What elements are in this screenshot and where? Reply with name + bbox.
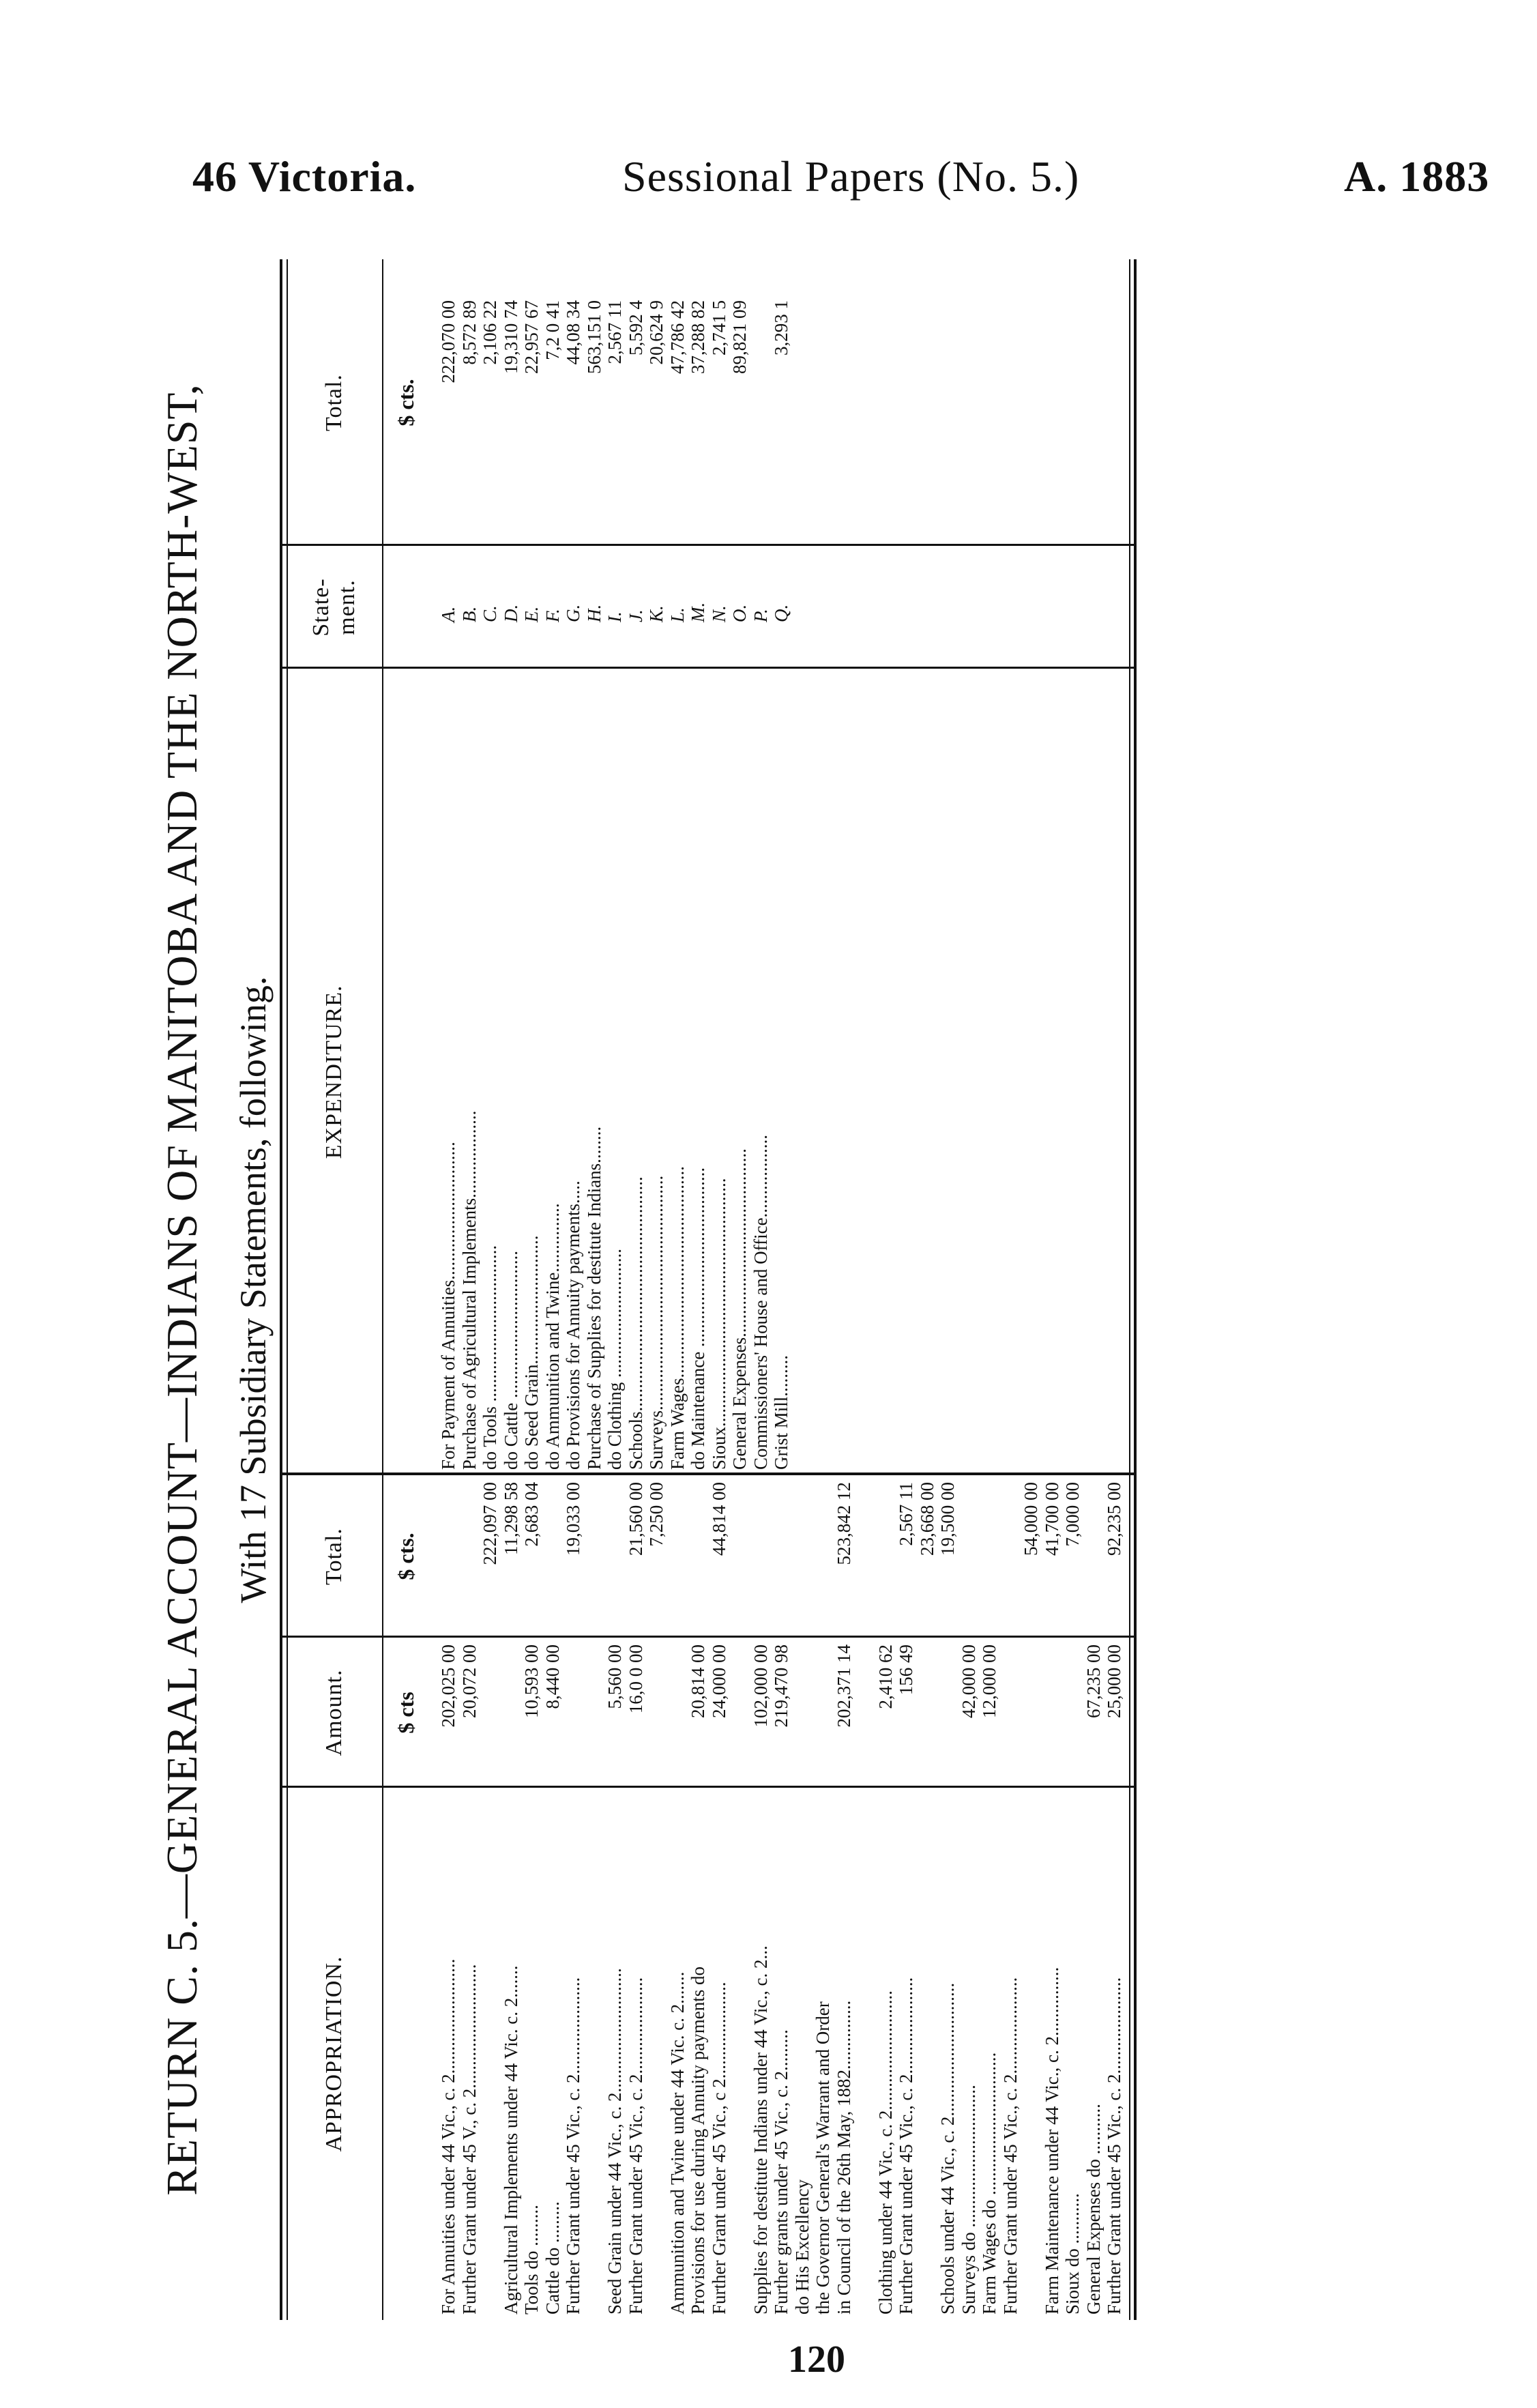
col-header-amount: Amount.	[321, 1669, 347, 1756]
appropriation-total: 44,814 00	[708, 1482, 729, 1556]
appropriation-label: Sioux do ...........	[1062, 2193, 1083, 2315]
statement-letter: P.	[750, 609, 771, 622]
appropriation-row	[709, 1475, 730, 2320]
appropriation-total: 2,567 11	[896, 1482, 916, 1546]
statement-letter: J.	[625, 609, 646, 622]
expenditure-row	[542, 259, 563, 1475]
expenditure-total: 8,572 89	[458, 300, 480, 365]
expenditure-label: do Ammunition and Twine...............	[542, 1203, 563, 1470]
appropriation-total: 92,235 00	[1104, 1482, 1124, 1556]
expenditure-row	[563, 259, 584, 1475]
statement-letter: B.	[458, 606, 480, 622]
appropriation-amount: 102,000 00	[750, 1644, 771, 1728]
appropriation-amount: 67,235 00	[1083, 1644, 1104, 1718]
appropriation-total: 23,668 00	[916, 1482, 937, 1556]
appropriation-label: Farm Wages do ...............................	[979, 2052, 999, 2315]
appropriation-total: 54,000 00	[1021, 1482, 1041, 1556]
statement-letter: N.	[708, 605, 729, 622]
expenditure-row	[750, 259, 772, 1475]
appropriation-label: Schools under 44 Vic., c. 2.............................	[937, 1982, 958, 2315]
appropriation-total: 19,033 00	[563, 1482, 583, 1556]
expenditure-row	[584, 259, 605, 1475]
expenditure-rows	[438, 259, 792, 1475]
appropriation-amount: 202,371 14	[833, 1644, 854, 1728]
statement-letter: L.	[667, 607, 688, 622]
appropriation-total: 523,842 12	[833, 1482, 854, 1565]
col-header-total: Total.	[321, 1528, 347, 1585]
expenditure-total: 37,288 82	[688, 300, 708, 374]
appropriation-row	[729, 1475, 750, 2320]
appropriation-label: Supplies for destitute Indians under 44 Vic., c. 2...	[750, 1945, 771, 2315]
appropriation-row	[542, 1475, 563, 2320]
appropriation-row	[750, 1475, 772, 2320]
appropriation-row	[1062, 1475, 1083, 2320]
appropriation-row	[646, 1475, 667, 2320]
appropriation-row	[563, 1475, 584, 2320]
col-header-expenditure: EXPENDITURE.	[321, 985, 347, 1159]
appropriation-row	[1042, 1475, 1063, 2320]
appropriation-row	[813, 1475, 834, 2320]
expenditure-total: 563,151 0	[583, 300, 604, 374]
statement-letter: I.	[604, 611, 625, 622]
expenditure-total: 19,310 74	[500, 300, 521, 374]
expenditure-row	[688, 259, 709, 1475]
statement-letter: H.	[583, 604, 604, 622]
appropriation-row	[979, 1475, 1000, 2320]
appropriation-row	[604, 1475, 626, 2320]
col-header-appropriation: APPROPRIATION.	[321, 1956, 347, 2152]
appropriation-label: Further Grant under 45 Vic., c. 2.....................	[896, 1977, 916, 2315]
expenditure-row	[521, 259, 542, 1475]
appropriation-label: Provisions for use during Annuity payments do	[688, 1967, 708, 2315]
expenditure-row	[501, 259, 522, 1475]
expenditure-row	[626, 259, 647, 1475]
appropriation-row	[438, 1475, 459, 2320]
appropriation-row	[1021, 1475, 1042, 2320]
statement-letter: D.	[500, 604, 521, 622]
appropriation-total: 41,700 00	[1041, 1482, 1062, 1556]
appropriation-total: 2,683 04	[521, 1482, 542, 1547]
appropriation-label: Cattle do .........	[542, 2201, 563, 2315]
table-title: RETURN C. 5.—GENERAL ACCOUNT—INDIANS OF MANITOBA AND THE NORTH-WEST,	[158, 383, 206, 2196]
expenditure-total: 2,567 11	[604, 300, 625, 364]
expenditure-row	[646, 259, 667, 1475]
appropriation-row	[792, 1475, 813, 2320]
appropriation-amount: 5,560 00	[604, 1644, 625, 1709]
appropriation-total: 7,000 00	[1062, 1482, 1083, 1547]
expenditure-total: 47,786 42	[667, 300, 688, 374]
appropriation-row	[1000, 1475, 1021, 2320]
statement-letter: K.	[646, 605, 667, 622]
expenditure-total: 3,293 1	[771, 300, 791, 356]
expenditure-row	[604, 259, 626, 1475]
expenditure-row	[729, 259, 750, 1475]
appropriation-amount: 219,470 98	[771, 1644, 791, 1728]
expenditure-row	[709, 259, 730, 1475]
expenditure-label: Surveys...................................................	[646, 1175, 667, 1470]
appropriation-total: 21,560 00	[625, 1482, 646, 1556]
expenditure-label: General Expenses.........................................	[729, 1148, 750, 1470]
expenditure-total: 44,08 34	[563, 300, 583, 365]
appropriation-label: Further Grant under 45 V., c. 2...........................	[458, 1964, 480, 2315]
statement-letter: Q.	[771, 604, 791, 622]
expenditure-label: do Provisions for Annuity payments.....	[563, 1180, 583, 1470]
appropriation-label: Surveys do ...............................	[958, 2085, 979, 2315]
appropriation-row	[667, 1475, 688, 2320]
expenditure-label: do Clothing ............................	[604, 1248, 625, 1470]
statement-letter: C.	[480, 605, 500, 622]
appropriation-label: Further Grant under 45 Vic., c. 2.....................	[1104, 1977, 1124, 2315]
unit-total: $ cts.	[393, 1533, 418, 1580]
appropriation-label: Seed Grain under 44 Vic., c. 2...........................	[604, 1968, 625, 2315]
appropriation-label: Further Grant under 45 Vic., c 2.....................	[708, 1982, 729, 2315]
expenditure-label: Farm Wages..............................................	[667, 1165, 688, 1470]
appropriation-total: 19,500 00	[937, 1482, 958, 1556]
appropriation-row	[958, 1475, 980, 2320]
appropriation-amount: 12,000 00	[979, 1644, 999, 1718]
appropriation-amount: 10,593 00	[521, 1644, 542, 1718]
appropriation-amount: 2,410 62	[875, 1644, 896, 1709]
appropriation-row	[896, 1475, 917, 2320]
appropriation-row	[521, 1475, 542, 2320]
appropriation-label: Agricultural Implements under 44 Vic. c. 2.......	[500, 1965, 521, 2315]
expenditure-label: do Tools ..................................	[480, 1245, 500, 1470]
expenditure-total: 222,070 00	[438, 300, 458, 383]
appropriation-row	[459, 1475, 480, 2320]
expenditure-label: do Maintenance .......................................	[688, 1167, 708, 1470]
unit-total-2: $ cts.	[393, 379, 418, 426]
appropriation-row	[834, 1475, 855, 2320]
appropriation-label: Further grants under 45 Vic., c. 2.........	[771, 2029, 791, 2315]
appropriation-rows	[438, 1475, 1125, 2320]
statement-letter: A.	[438, 606, 458, 622]
appropriation-label: Ammunition and Twine under 44 Vic. c. 2.......	[667, 1971, 688, 2315]
col-header-statement: State- ment.	[308, 578, 360, 637]
appropriation-label: Tools do .........	[521, 2205, 542, 2315]
statement-letter: O.	[729, 604, 750, 622]
appropriation-label: the Governor General's Warrant and Order	[813, 2001, 833, 2315]
appropriation-amount: 202,025 00	[438, 1644, 458, 1728]
expenditure-label: Sioux......................................................	[708, 1178, 729, 1470]
expenditure-label: For Payment of Annuities..............................	[438, 1142, 458, 1470]
expenditure-label: do Cattle ................................	[500, 1251, 521, 1470]
appropriation-amount: 16,0 0 00	[625, 1644, 646, 1714]
appropriation-label: For Annuities under 44 Vic., c. 2.........................	[438, 1958, 458, 2315]
statement-letter: F.	[542, 609, 563, 622]
appropriation-label: Further Grant under 45 Vic., c. 2.....................	[563, 1977, 583, 2315]
expenditure-row	[459, 259, 480, 1475]
appropriation-row	[1083, 1475, 1104, 2320]
appropriation-row	[854, 1475, 875, 2320]
expenditure-total: 20,624 9	[646, 300, 667, 365]
header-rule	[382, 259, 383, 2320]
header-center: Sessional Papers (No. 5.)	[622, 152, 1080, 201]
top-double-rule-inner	[287, 259, 288, 2320]
appropriation-total: 11,298 58	[500, 1482, 521, 1555]
statement-letter: E.	[521, 606, 542, 622]
appropriation-label: General Expenses do ...........	[1083, 2104, 1104, 2315]
expenditure-total: 89,821 09	[729, 300, 750, 374]
expenditure-total: 2,106 22	[480, 300, 500, 365]
rotated-table-region	[157, 259, 1494, 2320]
appropriation-amount: 20,072 00	[458, 1644, 480, 1718]
appropriation-label: Further Grant under 45 Vic., c. 2.....................	[999, 1977, 1021, 2315]
header-left: 46 Victoria.	[192, 152, 417, 201]
top-double-rule	[280, 259, 282, 2320]
bottom-rule	[1129, 259, 1130, 2320]
appropriation-row	[584, 1475, 605, 2320]
bottom-double-rule	[1134, 259, 1137, 2320]
statement-letter: G.	[563, 604, 583, 622]
expenditure-label: Commissioners' House and Office..................	[750, 1134, 771, 1470]
appropriation-row	[917, 1475, 938, 2320]
unit-amount: $ cts	[393, 1692, 418, 1734]
expenditure-total: 2,741 5	[708, 300, 729, 356]
expenditure-label: do Seed Grain............................	[521, 1235, 542, 1470]
expenditure-row	[480, 259, 501, 1475]
expenditure-total: 7,2 0 41	[542, 300, 563, 360]
appropriation-label: Further Grant under 45 Vic., c. 2.....................	[625, 1977, 646, 2315]
appropriation-amount: 24,000 00	[708, 1644, 729, 1718]
appropriation-row	[937, 1475, 958, 2320]
expenditure-row	[438, 259, 459, 1475]
appropriation-row	[480, 1475, 501, 2320]
appropriation-total: 7,250 00	[646, 1482, 667, 1547]
appropriation-row	[875, 1475, 896, 2320]
appropriation-amount: 8,440 00	[542, 1644, 563, 1709]
expenditure-row	[771, 259, 792, 1475]
appropriation-label: do His Excellency	[791, 2179, 813, 2315]
expenditure-total: 22,957 67	[521, 300, 542, 374]
expenditure-label: Purchase of Agricultural Implements...................	[458, 1110, 480, 1470]
expenditure-row	[667, 259, 688, 1475]
appropriation-row	[771, 1475, 792, 2320]
appropriation-label: Clothing under 44 Vic., c. 2..........................	[875, 1990, 896, 2315]
col-header-total-2: Total.	[321, 374, 347, 431]
appropriation-row	[501, 1475, 522, 2320]
appropriation-label: in Council of the 26th May, 1882...............	[833, 2000, 854, 2315]
expenditure-label: Grist Mill.........	[771, 1354, 791, 1470]
appropriation-row	[626, 1475, 647, 2320]
appropriation-row	[688, 1475, 709, 2320]
appropriation-row	[1104, 1475, 1125, 2320]
header-right: A. 1883	[1344, 152, 1490, 201]
expenditure-label: Schools...................................................	[625, 1176, 646, 1470]
page-number: 120	[788, 2338, 845, 2381]
appropriation-label: Farm Maintenance under 44 Vic., c. 2...............	[1041, 1967, 1062, 2315]
appropriation-amount: 25,000 00	[1104, 1644, 1124, 1718]
expenditure-label: Purchase of Supplies for destitute Indians........	[583, 1126, 604, 1470]
table-subtitle: With 17 Subsidiary Statements, following.	[233, 976, 274, 1604]
statement-letter: M.	[688, 602, 708, 622]
expenditure-total: 5,592 4	[625, 300, 646, 356]
appropriation-amount: 20,814 00	[688, 1644, 708, 1718]
appropriation-amount: 156 49	[896, 1644, 916, 1696]
appropriation-total: 222,097 00	[480, 1482, 500, 1565]
appropriation-amount: 42,000 00	[958, 1644, 979, 1718]
